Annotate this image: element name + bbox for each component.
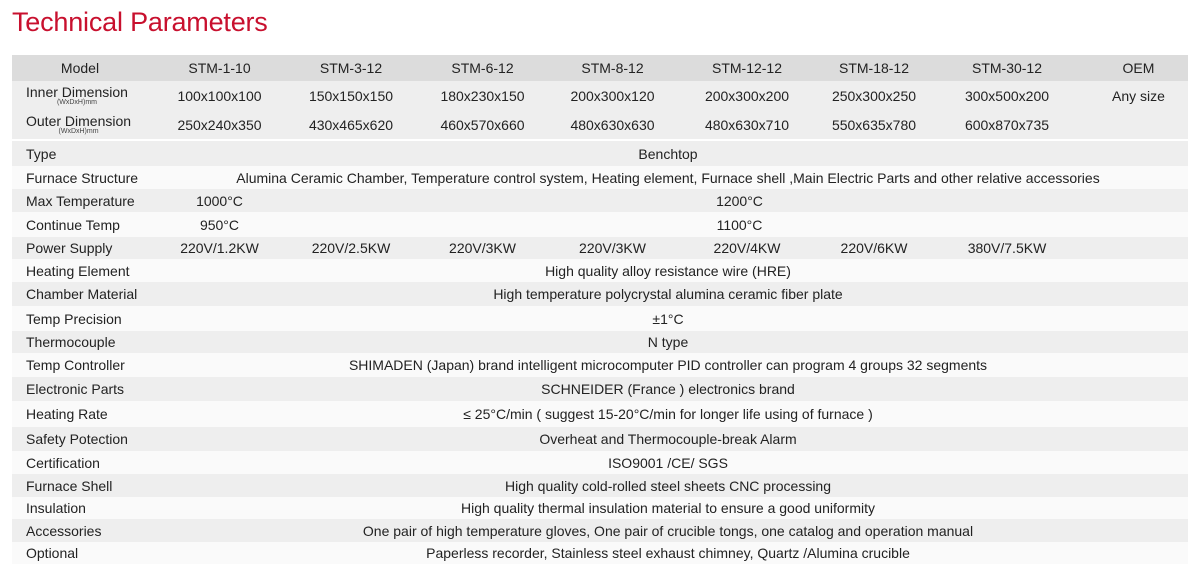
cell-value: 460x570x660 [411, 111, 554, 139]
cell-value: 550x635x780 [823, 111, 925, 139]
cell-value: 480x630x630 [554, 111, 671, 139]
row-label: Type [12, 139, 148, 166]
table-row [12, 111, 1188, 139]
row-label [12, 111, 148, 139]
cell-value: Alumina Ceramic Chamber, Temperature control system, Heating element, Furnace shell ,Main Electric Parts and other relative accessories [148, 166, 1188, 189]
cell-value [1089, 111, 1188, 139]
cell-value: 100x100x100 [148, 81, 291, 111]
table-row [12, 542, 1188, 564]
row-label: Safety Potection [12, 427, 148, 451]
cell-value: ISO9001 /CE/ SGS [148, 451, 1188, 474]
table-row [12, 189, 1188, 212]
table-row [12, 519, 1188, 542]
model-name: STM-6-12 [411, 55, 554, 81]
cell-value: 220V/1.2KW [148, 237, 291, 259]
cell-value: 380V/7.5KW [925, 237, 1089, 259]
table-row [12, 81, 1188, 111]
cell-value: 220V/2.5KW [291, 237, 411, 259]
cell-value [1089, 237, 1188, 259]
row-label: Temp Controller [12, 353, 148, 377]
cell-value: Overheat and Thermocouple-break Alarm [148, 427, 1188, 451]
row-label-unit: (WxDxH)mm [56, 98, 97, 106]
table-row [12, 259, 1188, 282]
row-label-text: Inner Dimension [26, 83, 128, 100]
row-label-text: Outer Dimension [26, 112, 132, 129]
cell-value: 950°C [148, 212, 291, 237]
cell-value: ≤ 25°C/min ( suggest 15-20°C/min for longer life using of furnace ) [148, 401, 1188, 427]
cell-value: 200x300x200 [671, 81, 823, 111]
model-name: STM-1-10 [148, 55, 291, 81]
row-label: Certification [12, 451, 148, 474]
row-label: Chamber Material [12, 282, 148, 306]
row-label: Heating Rate [12, 401, 148, 427]
cell-value: High quality cold-rolled steel sheets CNC processing [148, 474, 1188, 497]
row-label: Thermocouple [12, 331, 148, 353]
table-row [12, 139, 1188, 166]
cell-value: 150x150x150 [291, 81, 411, 111]
table-row [12, 331, 1188, 353]
row-label: Accessories [12, 519, 148, 542]
model-name: STM-30-12 [925, 55, 1089, 81]
model-name: STM-3-12 [291, 55, 411, 81]
cell-value: 220V/6KW [823, 237, 925, 259]
cell-value: 600x870x735 [925, 111, 1089, 139]
cell-value: High temperature polycrystal alumina ceramic fiber plate [148, 282, 1188, 306]
page-title: Technical Parameters [12, 7, 268, 37]
row-label: Heating Element [12, 259, 148, 282]
cell-value: High quality alloy resistance wire (HRE) [148, 259, 1188, 282]
cell-value: High quality thermal insulation material to ensure a good uniformity [148, 497, 1188, 519]
cell-value: 1100°C [291, 212, 1188, 237]
cell-value: 220V/3KW [554, 237, 671, 259]
cell-value: Benchtop [148, 139, 1188, 166]
cell-value: ±1°C [148, 306, 1188, 331]
cell-value: SCHNEIDER (France ) electronics brand [148, 377, 1188, 401]
row-label: Max Temperature [12, 189, 148, 212]
cell-value: 220V/3KW [411, 237, 554, 259]
table-header-row [12, 55, 1188, 81]
model-name: STM-8-12 [554, 55, 671, 81]
table-row [12, 401, 1188, 427]
cell-value: 180x230x150 [411, 81, 554, 111]
cell-value: One pair of high temperature gloves, One pair of crucible tongs, one catalog and operation manual [148, 519, 1188, 542]
cell-value: N type [148, 331, 1188, 353]
row-label [12, 81, 148, 111]
table-row [12, 377, 1188, 401]
cell-value: 220V/4KW [671, 237, 823, 259]
cell-value: 430x465x620 [291, 111, 411, 139]
cell-value: 480x630x710 [671, 111, 823, 139]
cell-value: 300x500x200 [925, 81, 1089, 111]
row-label: Furnace Shell [12, 474, 148, 497]
cell-value: SHIMADEN (Japan) brand intelligent microcomputer PID controller can program 4 groups 32 segments [148, 353, 1188, 377]
row-label: Power Supply [12, 237, 148, 259]
table-row [12, 166, 1188, 189]
cell-value: 250x300x250 [823, 81, 925, 111]
table-row [12, 451, 1188, 474]
table-row [12, 212, 1188, 237]
cell-value: 1200°C [291, 189, 1188, 212]
row-label: Electronic Parts [12, 377, 148, 401]
table-row [12, 427, 1188, 451]
header-label: Model [12, 55, 148, 81]
table-row [12, 306, 1188, 331]
row-label: Continue Temp [12, 212, 148, 237]
model-name: STM-12-12 [671, 55, 823, 81]
technical-parameters-table [12, 55, 1188, 564]
row-label: Insulation [12, 497, 148, 519]
cell-value: 200x300x120 [554, 81, 671, 111]
model-name: STM-18-12 [823, 55, 925, 81]
cell-value: 1000°C [148, 189, 291, 212]
row-label: Furnace Structure [12, 166, 148, 189]
row-label: Optional [12, 542, 148, 564]
table-row [12, 237, 1188, 259]
table-row [12, 282, 1188, 306]
cell-value: 250x240x350 [148, 111, 291, 139]
row-label-unit: (WxDxH)mm [58, 127, 99, 135]
table-row [12, 353, 1188, 377]
cell-value: Any size [1089, 81, 1188, 111]
cell-value: Paperless recorder, Stainless steel exhaust chimney, Quartz /Alumina crucible [148, 542, 1188, 564]
table-row [12, 497, 1188, 519]
row-label: Temp Precision [12, 306, 148, 331]
table-row [12, 474, 1188, 497]
model-name: OEM [1089, 55, 1188, 81]
